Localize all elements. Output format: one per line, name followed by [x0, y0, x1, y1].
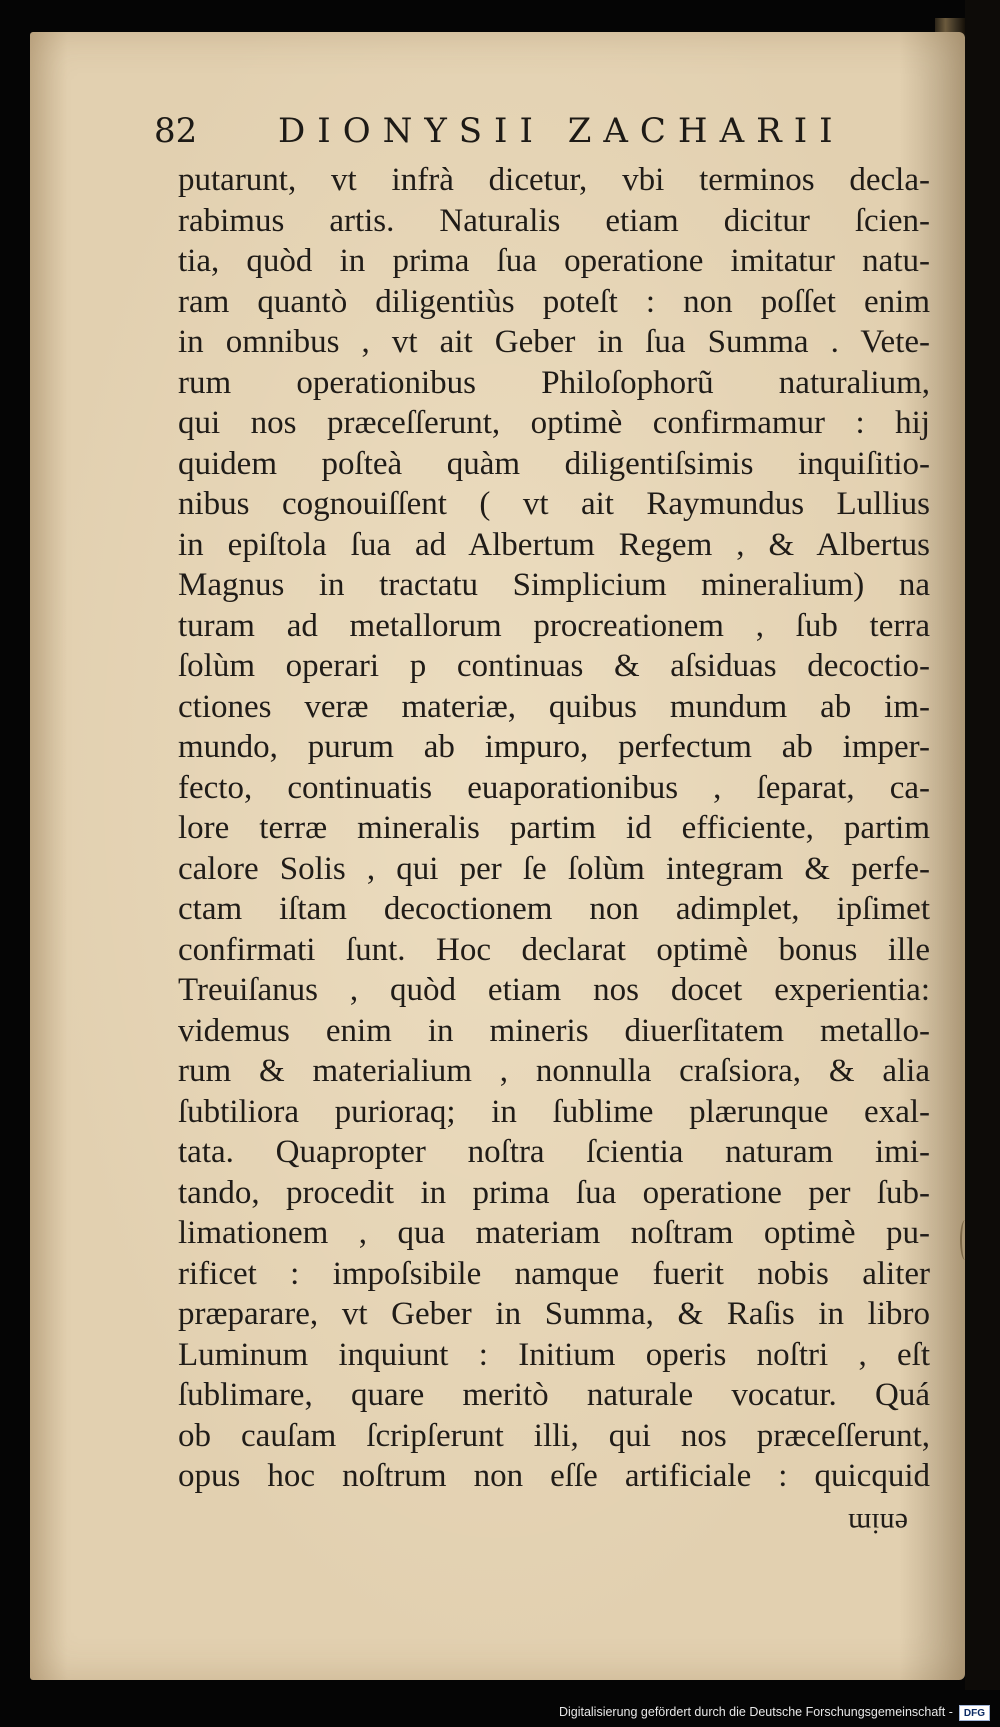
- text-line: nibus cognouiſſent ( vt ait Raymundus Lullius: [178, 486, 930, 522]
- text-line: fecto, continuatis euaporationibus , ſeparat, ca-: [178, 769, 930, 806]
- text-line: qui nos præceſſerunt, optimè confirmamur : hij: [178, 405, 930, 441]
- text-line: mundo, purum ab impuro, perfectum ab imper-: [178, 729, 930, 765]
- text-line: tando, procedit in prima ſua operatione per ſub-: [178, 1174, 930, 1211]
- text-line: ſolùm operari p continuas & aſsiduas decoctio-: [178, 648, 930, 684]
- text-line: rificet : impoſsibile namque fuerit nobis aliter: [178, 1255, 930, 1292]
- text-line: videmus enim in mineris diuerſitatem metallo-: [178, 1012, 930, 1049]
- text-line: ram quantò diligentiùs poteſt : non poſſet enim: [178, 283, 930, 320]
- text-line: ſublimare, quare meritò naturale vocatur. Quá: [178, 1377, 930, 1413]
- text-line: rum & materialium , nonnulla craſsiora, & alia: [178, 1053, 930, 1089]
- text-line: quidem poſteà quàm diligentiſsimis inquiſitio-: [178, 445, 930, 482]
- text-line: præparare, vt Geber in Summa, & Raſis in libro: [178, 1296, 930, 1332]
- text-line: rabimus artis. Naturalis etiam dicitur ſcien-: [178, 202, 930, 239]
- text-line: ctiones veræ materiæ, quibus mundum ab im-: [178, 688, 930, 725]
- text-line: ob cauſam ſcripſerunt illi, qui nos præceſſerunt,: [178, 1417, 930, 1454]
- digitization-credit: [0, 1700, 990, 1724]
- text-line: turam ad metallorum procreationem , ſub terra: [178, 607, 930, 644]
- dfg-logo-icon: DFG: [959, 1705, 990, 1721]
- catchword: enim: [848, 1507, 908, 1540]
- running-head: DIONYSII ZACHARII: [278, 111, 845, 151]
- text-line: ctam iſtam decoctionem non adimplet, ipſimet: [178, 891, 930, 927]
- text-line: putarunt, vt infrà dicetur, vbi terminos decla-: [178, 162, 930, 198]
- page-header: [148, 108, 845, 154]
- page-number: 82: [154, 111, 198, 151]
- text-line: confirmati ſunt. Hoc declarat optimè bonus ille: [178, 931, 930, 968]
- text-line: lore terræ mineralis partim id efficiente, partim: [178, 810, 930, 846]
- text-line: Magnus in tractatu Simplicium mineralium) na: [178, 567, 930, 603]
- text-line: ſubtiliora purioraq; in ſublime plærunque exal-: [178, 1093, 930, 1130]
- body-text: [178, 160, 930, 1497]
- text-line: limationem , qua materiam noſtram optimè pu-: [178, 1215, 930, 1251]
- text-line: rum operationibus Philoſophorũ naturalium,: [178, 364, 930, 401]
- text-line: in epiſtola ſua ad Albertum Regem , & Albertus: [178, 526, 930, 563]
- text-line: in omnibus , vt ait Geber in ſua Summa . Vete-: [178, 324, 930, 360]
- margin-mark: [960, 1220, 970, 1260]
- book-spine-shadow: [965, 0, 1000, 1690]
- text-line: calore Solis , qui per ſe ſolùm integram & perfe-: [178, 850, 930, 887]
- text-line: Luminum inquiunt : Initium operis noſtri , eſt: [178, 1336, 930, 1373]
- text-line: tata. Quapropter noſtra ſcientia naturam imi-: [178, 1134, 930, 1170]
- text-line: tia, quòd in prima ſua operatione imitatur natu-: [178, 243, 930, 279]
- text-line: Treuiſanus , quòd etiam nos docet experientia:: [178, 972, 930, 1008]
- credit-text: Digitalisierung gefördert durch die Deutsche Forschungsgemeinschaft -: [558, 1705, 953, 1719]
- text-line: opus hoc noſtrum non eſſe artificiale : quicquid: [178, 1458, 930, 1494]
